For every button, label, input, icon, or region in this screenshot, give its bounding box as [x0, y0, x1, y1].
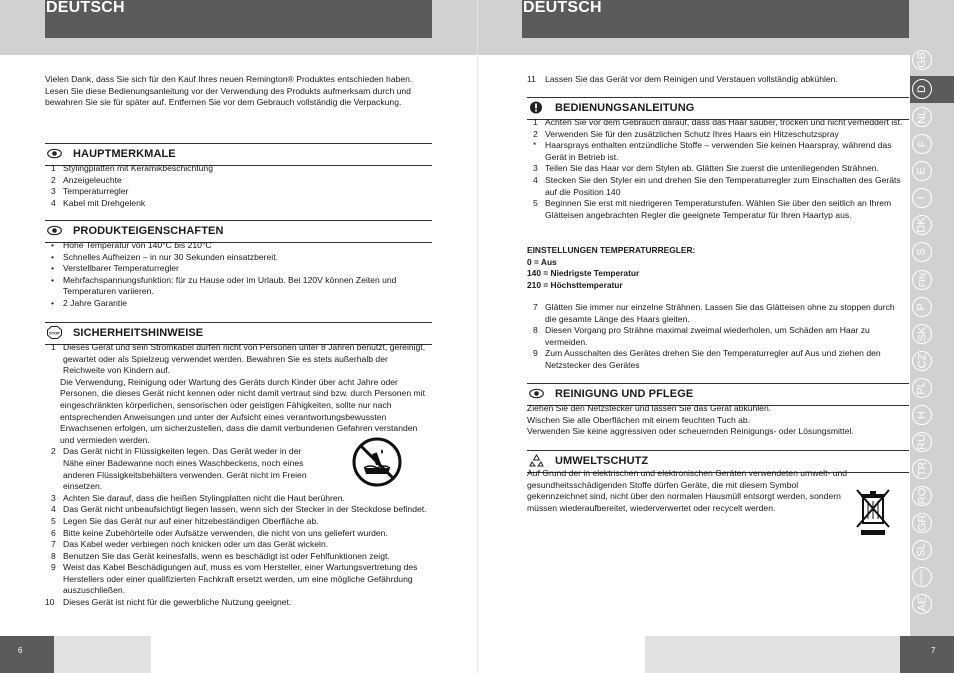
- lang-tab-d[interactable]: D: [912, 79, 932, 99]
- list-item: 3 Achten Sie darauf, dass die heißen Stylingplatten nicht die Haut berühren.: [51, 492, 345, 503]
- right-page-number: 7: [931, 646, 936, 655]
- lang-tab-fin[interactable]: FIN: [912, 270, 932, 290]
- temperature-settings: [527, 245, 912, 291]
- hauptmerkmale-title: HAUPTMERKMALE: [73, 148, 176, 160]
- list-item: • Schnelles Aufheizen – in nur 30 Sekunden einsatzbereit.: [51, 251, 278, 262]
- list-item: • Hohe Temperatur von 140°C bis 210°C: [51, 240, 212, 250]
- lang-tab-hr-srb[interactable]: HR/SRB: [912, 567, 932, 587]
- intro-line-1: Vielen Dank, dass Sie sich für den Kauf Ihres neuen Remington® Produktes entschieden haben.: [45, 74, 413, 84]
- list-item: • Verstellbarer Temperaturregler: [51, 263, 179, 274]
- list-item: 8 Diesen Vorgang pro Strähne maximal zweimal wiederholen, um Schäden am Haar zu vermeiden.: [533, 325, 870, 347]
- reinigung-text: Ziehen Sie den Netzstecker und lassen Sie das Gerät abkühlen. Wischen Sie alle Oberflächen mit einem feuchten Tuch ab. Verwenden Sie keine aggressiven oder scheuernden Reinigungs- oder Lösungsmittel.: [527, 403, 854, 437]
- section-produkteigenschaften: [45, 220, 432, 242]
- lang-tab-gb[interactable]: GB: [912, 50, 932, 70]
- list-item: 2 Das Gerät nicht in Flüssigkeiten legen. Das Gerät weder in der Nähe einer Badewanne noch eines Waschbeckens, noch eines anderen Flüssigkeitsbehälters verwenden. Gerät nicht im Freien einsetzen.: [51, 446, 307, 492]
- produkteigenschaften-list: [45, 240, 430, 310]
- list-item: * Haarsprays enthalten entzündliche Stoffe – verwenden Sie keinen Haarspray, während das Gerät in Betrieb ist.: [533, 140, 892, 162]
- list-item: 7 Das Kabel weder verbiegen noch knicken oder um das Gerät wickeln.: [51, 539, 329, 550]
- sicherheitshinweise-title: SICHERHEITSHINWEISE: [73, 327, 204, 339]
- svg-text:STOP: STOP: [49, 330, 60, 336]
- list-item: 8 Benutzen Sie das Gerät keinesfalls, wenn es beschädigt ist oder Fehlfunktionen zeigt.: [51, 550, 390, 561]
- section-sicherheitshinweise: [45, 322, 432, 344]
- list-item: 9 Weist das Kabel Beschädigungen auf, muss es vom Hersteller, einer Wartungsvertretung des Herstellers oder einer qualifizierten Fachkraft ersetzt werden, um eine mögliche Gefährdung auszuschließen.: [51, 562, 418, 596]
- hauptmerkmale-list: [45, 163, 430, 209]
- lang-tab-cz[interactable]: CZ: [912, 351, 932, 371]
- lang-tab-dk[interactable]: DK: [912, 215, 932, 235]
- list-item: 3 Temperaturregler: [51, 186, 129, 197]
- left-page-header: DEUTSCH: [45, 0, 432, 38]
- list-item: 5 Beginnen Sie erst mit niedrigeren Temperaturstufen. Wählen Sie über den seitlich an Ihrem Glätteisen angebrachten Regler die geeignete Temperatur für Ihren Haartyp aus.: [533, 198, 892, 220]
- list-item: 9 Zum Ausschalten des Gerätes drehen Sie den Temperaturregler auf Aus und ziehen den Netzstecker des Gerätes: [533, 348, 881, 370]
- lang-tab-sl[interactable]: SL: [912, 540, 932, 560]
- list-item: 1 Dieses Gerät und sein Stromkabel dürfen nicht von Personen unter 8 Jahren benutzt, gereinigt, gewartet oder als Spielzeug verwendet werden. Bewahren Sie es stets außerhalb der Reichweite von Kindern auf.: [51, 342, 426, 376]
- left-page-number-box: [0, 636, 54, 673]
- list-item: 4 Das Gerät nicht unbeaufsichtigt liegen lassen, wenn sich der Stecker in der Steckdose befindet.: [51, 504, 427, 515]
- eye-icon: [529, 387, 544, 400]
- reinigung-title: REINIGUNG UND PFLEGE: [555, 388, 694, 400]
- settings-title: EINSTELLUNGEN TEMPERATURREGLER:: [527, 245, 696, 255]
- lang-tab-e[interactable]: E: [912, 161, 932, 181]
- list-item: 10 Dieses Gerät ist nicht für die gewerbliche Nutzung geeignet.: [45, 597, 292, 608]
- lang-tab-ae[interactable]: AE: [912, 594, 932, 614]
- lang-tab-h[interactable]: H: [912, 405, 932, 425]
- setting-210: 210 = Höchsttemperatur: [527, 279, 623, 290]
- bedienungsanleitung-list: [527, 117, 912, 221]
- no-water-warning-icon: [352, 437, 402, 487]
- bedienungsanleitung-title: BEDIENUNGSANLEITUNG: [555, 102, 695, 114]
- setting-140: 140 = Niedrigste Temperatur: [527, 268, 640, 279]
- list-item: Die Verwendung, Reinigung oder Wartung des Geräts durch Kinder über acht Jahre oder Personen, die dieses Gerät nicht kennen oder nicht damit vertraut sind bzw. durch Personen mit eingeschränkten körperlichen, sensorischen oder geistigen Fähigkeiten, sollte nur nach entsprechenden Anweisungen und unter der Aufsicht eines verantwortungsbewussten Erwachsenen erfolgen, um sicherzustellen, dass die damit verbundenen Gefahren verstanden und vermieden werden.: [60, 376, 425, 445]
- section-bedienungsanleitung: [527, 97, 909, 119]
- list-item: 4 Kabel mit Drehgelenk: [51, 197, 146, 208]
- list-item: 3 Teilen Sie das Haar vor dem Stylen ab. Glätten Sie zuerst die untenliegenden Strähnen.: [533, 163, 879, 174]
- info-exclamation-icon: [529, 101, 544, 114]
- lang-tab-ru[interactable]: RU: [912, 432, 932, 452]
- umweltschutz-title: UMWELTSCHUTZ: [555, 455, 649, 467]
- umweltschutz-text: Auf Grund der in elektrischen und elektronischen Geräten verwendeten umwelt- und gesundheitsschädigenden Stoffe dürfen Geräte, die mit diesem Symbol gekennzeichnet sind, nicht über den normalen Hausmüll entsorgt werden, sondern müssen wiederaufbereitet, wiederverwertet oder recycelt werden.: [527, 468, 848, 513]
- lang-tab-pl[interactable]: PL: [912, 378, 932, 398]
- list-item: 1 Achten Sie vor dem Gebrauch darauf, dass das Haar sauber, trocken und nicht verheddert ist.: [533, 117, 903, 127]
- lang-tab-ro[interactable]: RO: [912, 486, 932, 506]
- section-hauptmerkmale: [45, 143, 432, 165]
- bedienungsanleitung-list-2: [527, 302, 897, 372]
- list-item: • 2 Jahre Garantie: [51, 297, 128, 308]
- eye-icon: [47, 147, 62, 160]
- lang-tab-s[interactable]: S: [912, 242, 932, 262]
- list-item: 1 Stylingplatten mit Keramikbeschichtung: [51, 163, 213, 173]
- lang-tab-sk[interactable]: SK: [912, 324, 932, 344]
- list-item: 4 Stecken Sie den Styler ein und drehen Sie den Temperaturregler zum Einschalten des Geräts auf die Position 140: [533, 174, 901, 197]
- produkteigenschaften-title: PRODUKTEIGENSCHAFTEN: [73, 225, 224, 237]
- setting-0: 0 = Aus: [527, 256, 557, 267]
- list-item: 7 Glätten Sie immer nur einzelne Strähnen. Lassen Sie das Glätteisen ohne zu stoppen durch die gesamte Länge des Haars gleiten.: [533, 302, 895, 324]
- intro-line-2: Lesen Sie diese Bedienungsanleitung vor der Verwendung des Produkts aufmerksam durch und bewahren Sie sie für später auf. Entfernen Sie vor dem Gebrauch vollständig die Verpackung.: [45, 85, 411, 108]
- lang-tab-f[interactable]: F: [912, 134, 932, 154]
- lang-tab-tr[interactable]: TR: [912, 459, 932, 479]
- item-11: [522, 74, 907, 86]
- intro-text: [45, 74, 430, 109]
- recycle-icon: [529, 454, 544, 467]
- eye-icon: [47, 224, 62, 237]
- list-item: • Mehrfachspannungsfunktion: für zu Hause oder im Urlaub. Bei 120V können Zeiten und Temperaturen variieren.: [51, 274, 397, 297]
- stop-sign-icon: [47, 326, 62, 339]
- weee-bin-icon: [853, 487, 893, 537]
- list-item: 2 Verwenden Sie für den zusätzlichen Schutz Ihres Haars ein Hitzeschutzspray: [533, 128, 839, 139]
- right-page-number-box: [900, 636, 954, 673]
- list-item: 5 Legen Sie das Gerät nur auf einer hitzebeständigen Oberfläche ab.: [51, 515, 319, 526]
- section-reinigung: [527, 383, 909, 405]
- left-page-number: 6: [18, 646, 23, 655]
- lang-tab-gr[interactable]: GR: [912, 513, 932, 533]
- right-page-header: DEUTSCH: [522, 0, 909, 38]
- lang-tab-i[interactable]: I: [912, 188, 932, 208]
- lang-tab-p[interactable]: P: [912, 297, 932, 317]
- list-item: 11 Lassen Sie das Gerät vor dem Reinigen und Verstauen vollständig abkühlen.: [527, 74, 838, 84]
- list-item: 6 Bitte keine Zubehörteile oder Aufsätze verwenden, die nicht von uns geliefert wurden.: [51, 527, 388, 538]
- lang-tab-nl[interactable]: NL: [912, 107, 932, 127]
- list-item: 2 Anzeigeleuchte: [51, 174, 122, 185]
